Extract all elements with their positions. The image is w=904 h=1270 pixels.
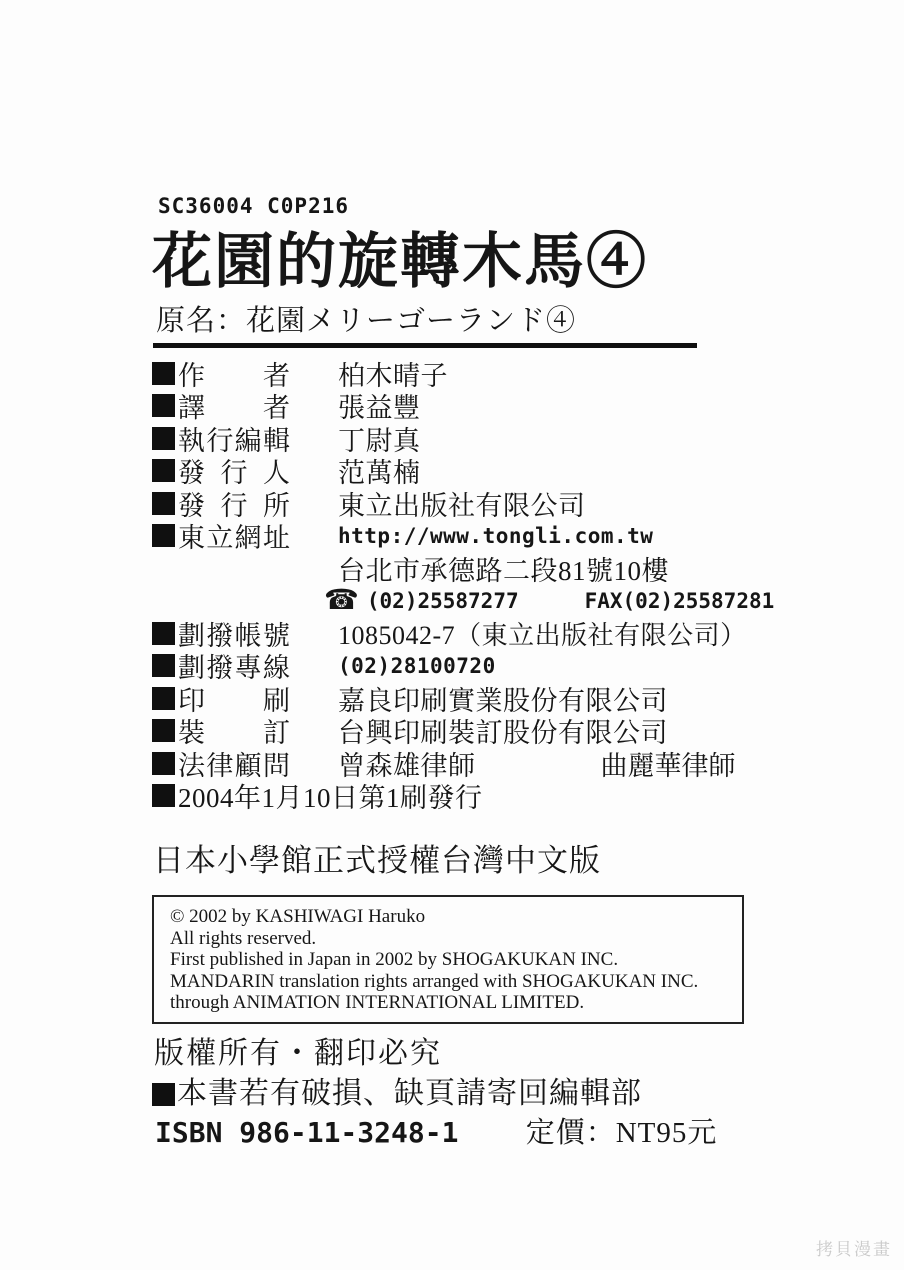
rights-statement: 版權所有・翻印必究 [154,1037,442,1070]
first-printing-date: 2004年1月10日第1刷發行 [178,783,483,814]
bullet-square-icon [152,1083,175,1106]
row-label: 發行所 [178,490,290,521]
scanlation-watermark: 拷貝漫畫 [816,1240,892,1259]
row-value: 東立出版社有限公司 [338,490,586,521]
copyright-line: First published in Japan in 2002 by SHOGAKUKAN INC. [170,949,619,970]
bullet-square-icon [152,752,175,775]
row-postal-account [152,617,872,650]
license-heading: 日本小學館正式授權台灣中文版 [153,843,601,878]
bullet-square-icon [152,492,175,515]
row-legal-advisors [152,747,872,780]
row-label: 發行人 [178,458,290,489]
lawyer-name-1: 曾森雄律師 [338,750,476,781]
row-phone-fax [152,585,872,618]
row-translator [152,390,872,423]
row-publishing-house [152,487,872,520]
bullet-square-icon [152,362,175,385]
fax-number: FAX(02)25587281 [584,588,775,613]
row-binding [152,715,872,748]
copyright-line: All rights reserved. [170,927,317,949]
lawyer-name-2: 曲麗華律師 [600,750,736,781]
bullet-square-icon [152,622,175,645]
bullet-square-icon [152,524,175,547]
price-label: 定價：NT95元 [525,1117,718,1149]
row-publisher-person [152,455,872,488]
bullet-square-icon [152,459,175,482]
row-value: (02)28100720 [338,653,496,678]
bullet-square-icon [152,687,175,710]
isbn-number: ISBN 986-11-3248-1 [155,1116,459,1149]
row-label: 劃撥帳號 [178,620,290,651]
bullet-square-icon [152,394,175,417]
bullet-square-icon [152,654,175,677]
row-postal-hotline [152,650,872,683]
row-print-date [152,780,872,813]
copyright-line: through ANIMATION INTERNATIONAL LIMITED. [170,992,585,1013]
row-label: 印刷 [178,685,290,716]
row-label: 作者 [178,360,290,391]
row-website [152,520,872,553]
website-url: http://www.tongli.com.tw [338,523,654,548]
row-value: 柏木晴子 [338,360,448,391]
bullet-square-icon [152,719,175,742]
original-title: 原名：花園メリーゴーランド④ [156,305,577,337]
row-label: 法律顧問 [178,750,290,781]
row-label: 劃撥專線 [178,653,290,684]
copyright-box [152,895,744,1024]
row-value: 范萬楠 [338,458,421,489]
bullet-square-icon [152,784,175,807]
row-label: 譯者 [178,393,290,424]
row-printer [152,682,872,715]
row-address [152,552,872,585]
row-author [152,357,872,390]
row-label: 裝訂 [178,718,290,749]
damage-return-notice [152,1076,642,1112]
row-value: 台興印刷裝訂股份有限公司 [338,718,668,749]
row-value: 張益豐 [338,393,421,424]
colophon-credits-list [152,357,872,812]
row-value: 丁尉真 [338,425,421,456]
row-label: 東立網址 [178,523,290,554]
phone-number: (02)25587277 [366,588,519,613]
phone-icon: ☎ [324,584,359,616]
row-executive-editor [152,422,872,455]
row-value: 1085042-7（東立出版社有限公司） [338,620,747,650]
title-divider [153,343,697,348]
copyright-line: © 2002 by KASHIWAGI Haruko [170,906,426,927]
page-title: 花園的旋轉木馬④ [152,229,648,295]
row-label: 執行編輯 [178,425,290,456]
row-value: 嘉良印刷實業股份有限公司 [338,685,668,716]
notice-text: 本書若有破損、缺頁請寄回編輯部 [177,1077,642,1110]
isbn-price-row [155,1114,717,1152]
copyright-line: MANDARIN translation rights arranged with SHOGAKUKAN INC. [170,970,699,992]
bullet-square-icon [152,427,175,450]
book-code: SC36004 C0P216 [158,194,350,218]
publisher-address: 台北市承德路二段81號10樓 [338,555,669,586]
